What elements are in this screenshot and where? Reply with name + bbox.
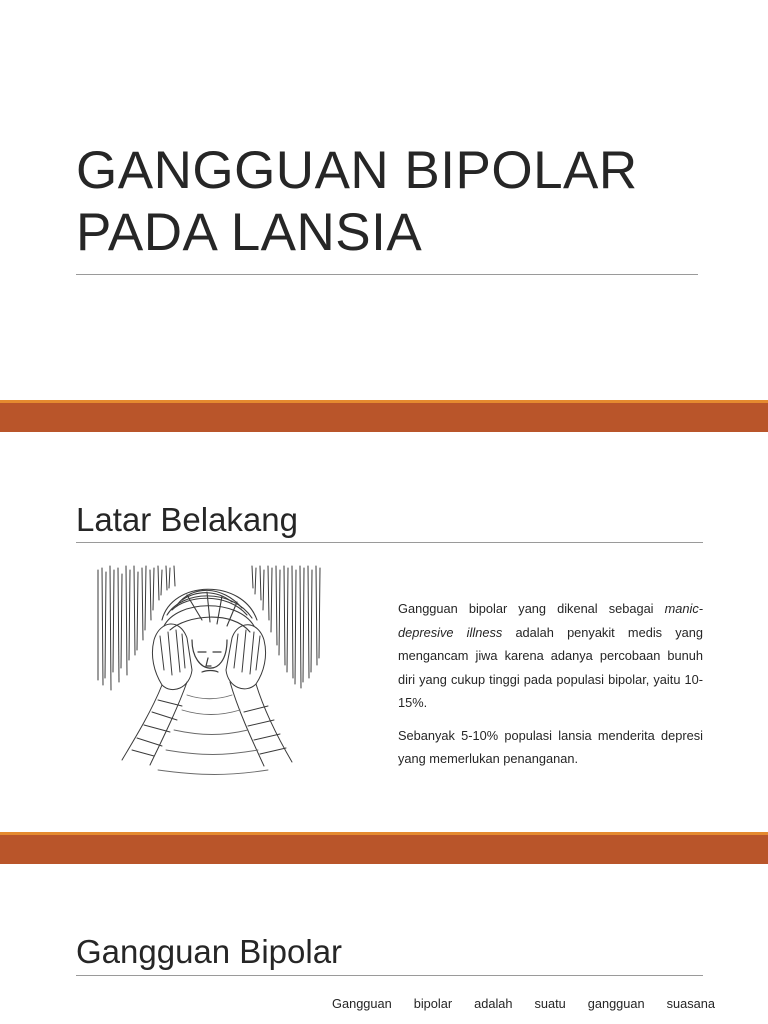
distressed-person-sketch-image xyxy=(92,560,324,785)
para1-italic-term: manic-depresive illness xyxy=(398,601,703,640)
section-divider xyxy=(76,542,703,543)
title-slide xyxy=(0,0,768,400)
bipolar-text: Gangguan bipolar adalah suatu gangguan suasana xyxy=(332,996,715,1011)
slide-separator xyxy=(0,835,768,864)
presentation-title xyxy=(76,140,638,264)
section-divider xyxy=(76,975,703,976)
slide-separator xyxy=(0,403,768,432)
title-divider xyxy=(76,274,698,275)
background-text xyxy=(398,597,703,780)
section-title-gangguan-bipolar: Gangguan Bipolar xyxy=(76,933,343,970)
title-line-1: GANGGUAN BIPOLAR xyxy=(76,141,638,200)
title-line-2: PADA LANSIA xyxy=(76,203,423,262)
background-paragraph-2: Sebanyak 5-10% populasi lansia menderita depresi yang memerlukan penanganan. xyxy=(398,727,703,766)
background-paragraph-1 xyxy=(398,597,703,715)
para1-text-start: Gangguan bipolar yang dikenal sebagai xyxy=(398,601,665,616)
para1-text-end: adalah penyakit medis yang mengancam jiwa karena adanya percobaan bunuh diri yang cukup tinggi pada populasi bipolar, yaitu 10-15%. xyxy=(398,624,703,710)
section-title-latar-belakang: Latar Belakang xyxy=(76,501,298,538)
